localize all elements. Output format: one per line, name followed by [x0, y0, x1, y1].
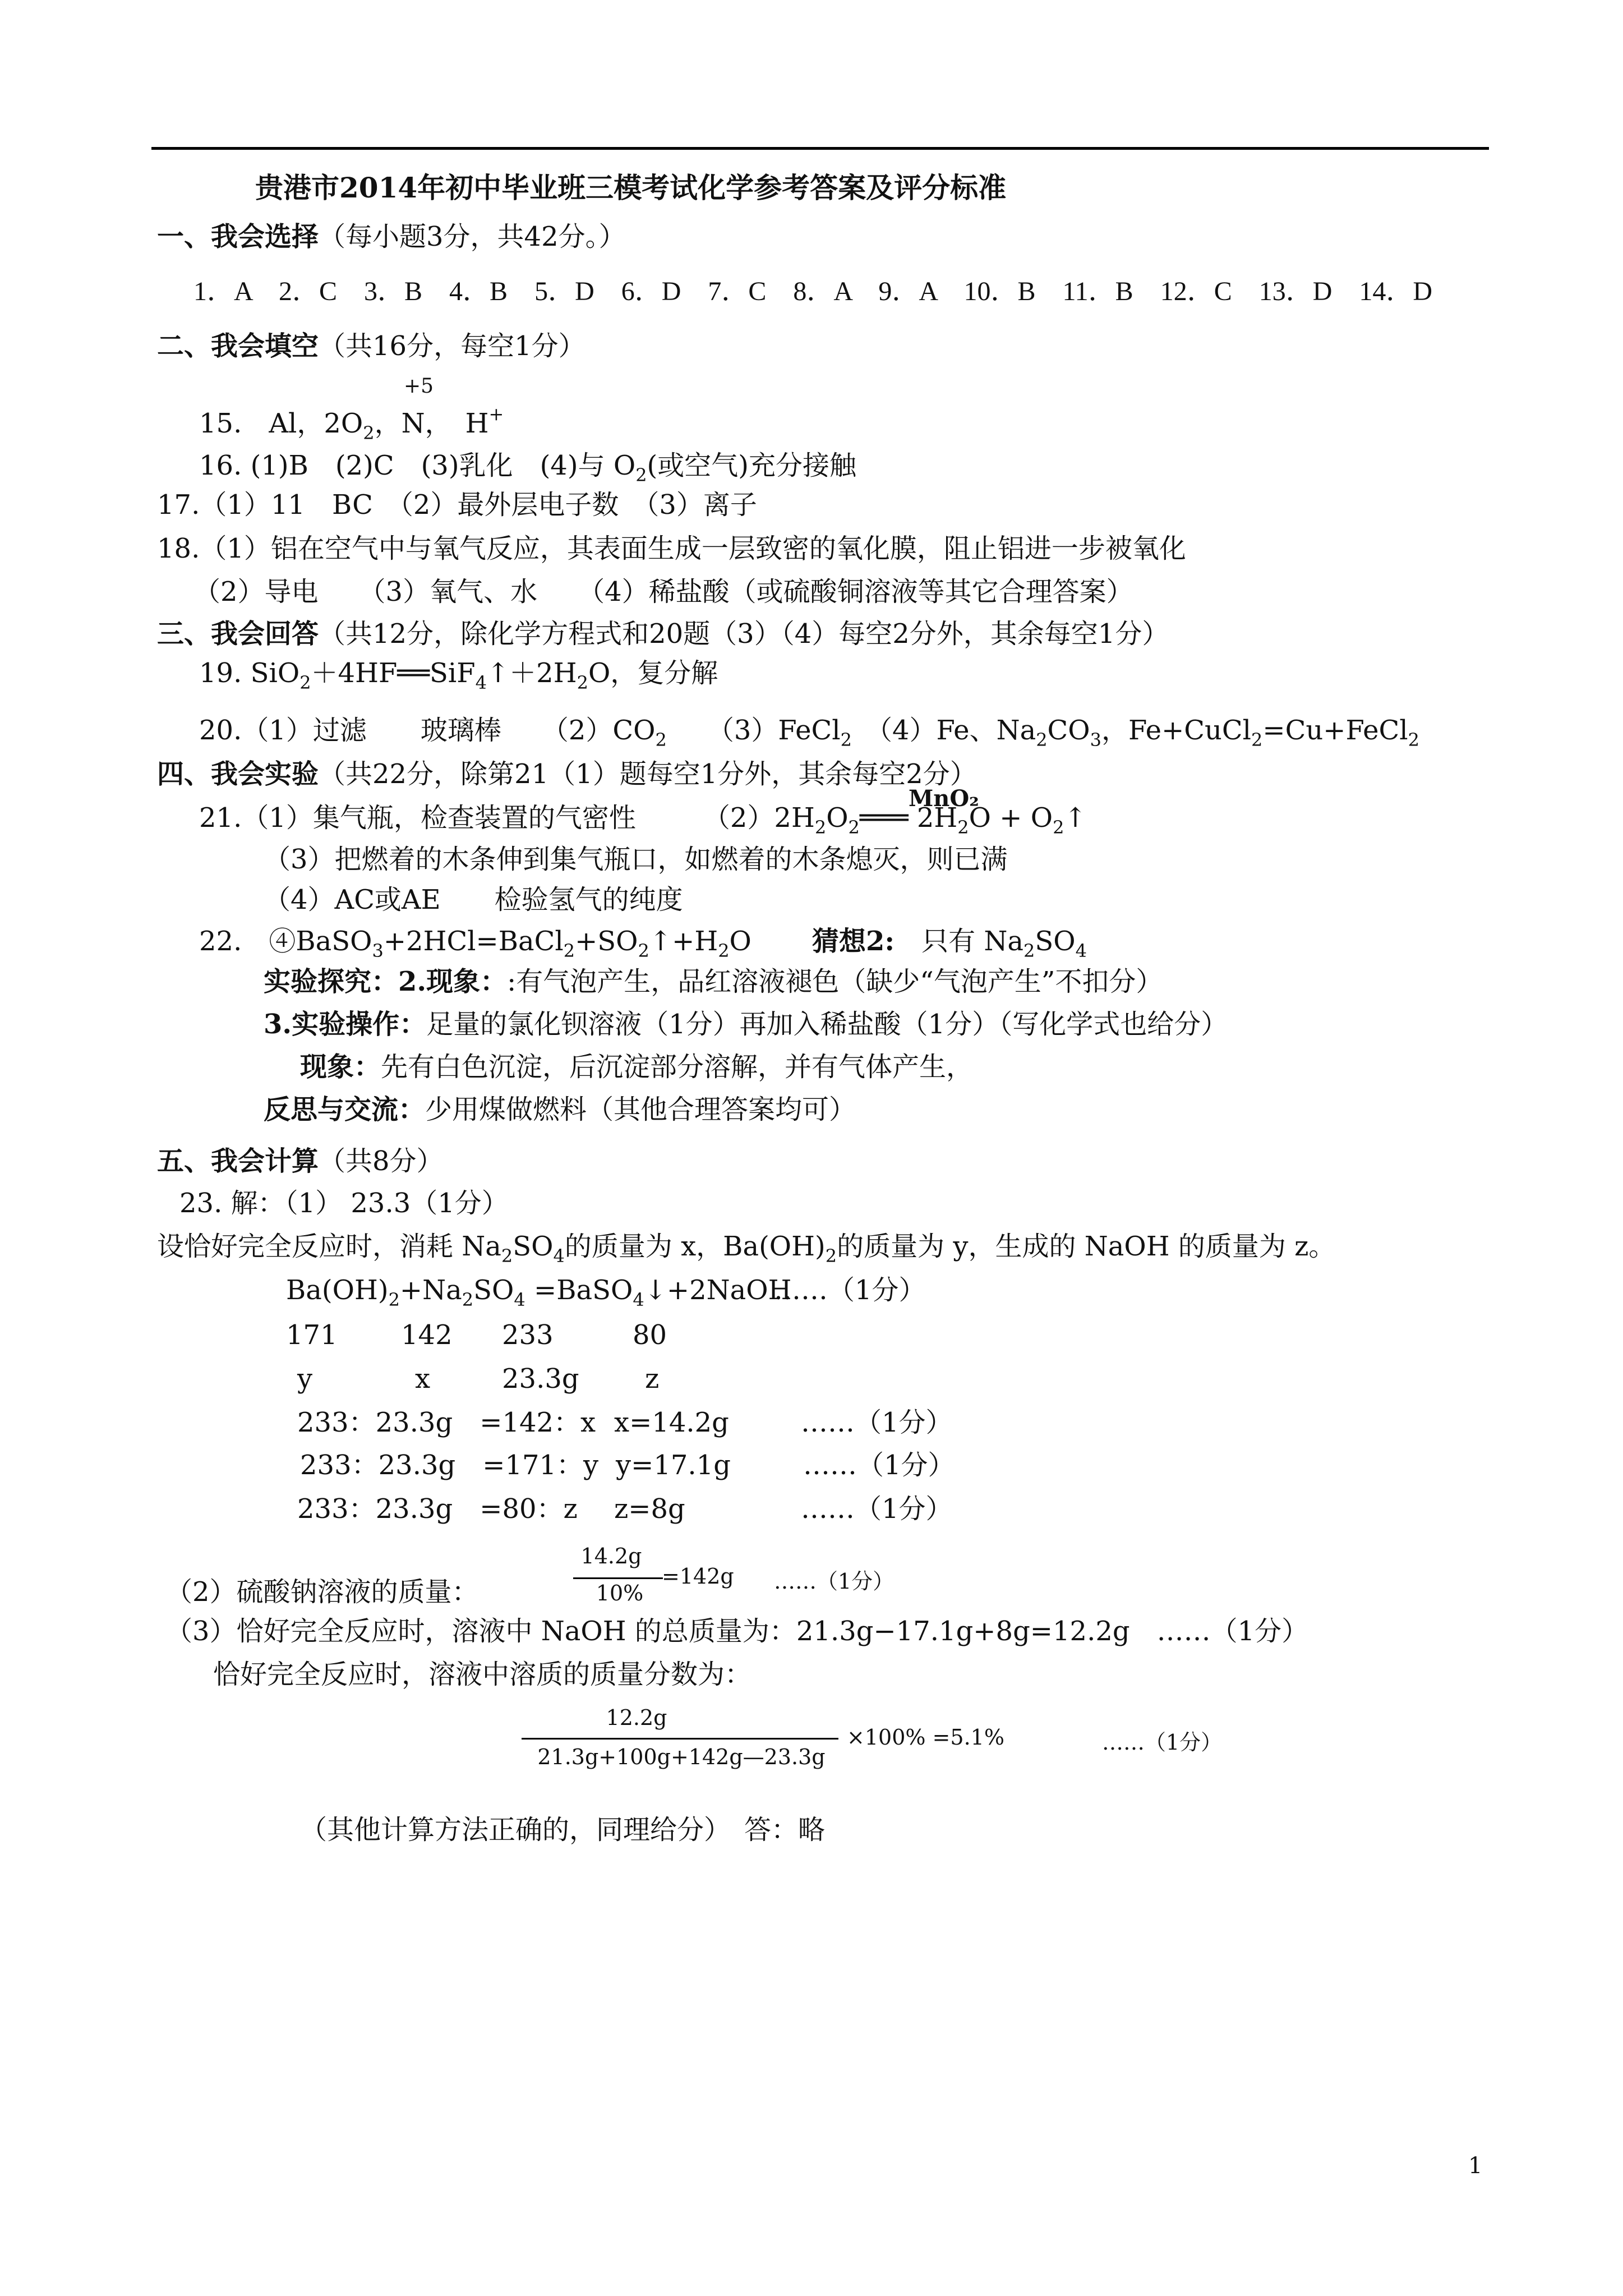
answer-15: 15. Al，$2O_2$，N， H+: [199, 403, 504, 444]
section-3-heading: 三、我会回答（共12分，除化学方程式和20题（3）（4）每空2分外，其余每空1分）: [157, 618, 1169, 650]
answer-17: 17.（1）11 BC （2）最外层电子数 （3）离子: [157, 489, 757, 521]
calculation-setup: 设恰好完全反应时，消耗 $Na_2SO_4$的质量为 x，$Ba(OH)_2$的质量为 y，生成的 NaOH 的质量为 z。: [157, 1231, 1336, 1267]
fraction-numerator: 14.2g: [580, 1544, 642, 1568]
part-2-result: =142g: [662, 1564, 734, 1589]
experiment-phenomenon: 现象：先有白色沉淀，后沉淀部分溶解，并有气体产生，: [300, 1051, 974, 1083]
variable: 23.3g: [502, 1363, 579, 1395]
ratio-3: 233：23.3g =80：z: [297, 1493, 578, 1525]
answer-23: 23. 解：（1） 23.3（1分）: [179, 1188, 509, 1219]
closing-note: （其他计算方法正确的，同理给分） 答：略: [300, 1814, 826, 1846]
score-3: ……（1分）: [801, 1493, 953, 1525]
answer-16: 16. (1)B (2)C (3)乳化 (4)与 $O_2$(或空气)充分接触: [199, 450, 857, 486]
part-2-score: ……（1分）: [774, 1569, 895, 1594]
result-x: x=14.2g: [614, 1407, 729, 1438]
molar-mass: 171: [286, 1319, 338, 1351]
ratio-2: 233：23.3g =171：y: [300, 1450, 599, 1481]
fraction-numerator: 12.2g: [606, 1705, 667, 1730]
reflection: 反思与交流：少用煤做燃料（其他合理答案均可）: [264, 1094, 856, 1125]
section-4-heading: 四、我会实验（共22分，除第21（1）题每空1分外，其余每空2分）: [157, 758, 977, 790]
multiple-choice-answers: 1．A 2．C 3．B 4．B 5．D 6．D 7．C 8．A 9．A 10．B 11．B 12．C 13．D 14．D: [193, 277, 1433, 306]
variable: z: [645, 1363, 660, 1395]
answer-18-line1: 18.（1）铝在空气中与氧气反应，其表面生成一层致密的氧化膜，阻止铝进一步被氧化: [157, 533, 1186, 564]
part-3-line2: 恰好完全反应时，溶液中溶质的质量分数为：: [213, 1659, 752, 1690]
experiment-operation: 3.实验操作：足量的氯化钡溶液（1分）再加入稀盐酸（1分）（写化学式也给分）: [264, 1009, 1228, 1040]
experiment-observation: 实验探究：2.现象：:有气泡产生，品红溶液褪色（缺少“气泡产生”不扣分）: [264, 966, 1163, 997]
fraction-bar: [522, 1738, 838, 1740]
part-3-result: ×100% =5.1%: [847, 1725, 1004, 1750]
hypothesis-2: 猜想2: 只有 $Na_2SO_4$: [812, 926, 1087, 961]
answer-19: 19. $SiO_2+4HF══SiF_4↑+2H_2O$，复分解: [199, 657, 718, 693]
molar-mass: 142: [401, 1319, 453, 1351]
catalyst-label: MnO₂: [909, 785, 979, 812]
answer-20: 20.（1）过滤 玻璃棒 $(2)CO_2$ （3）FeCl$_2$ （4）Fe、$Na_2CO_3$，Fe+CuCl$_2$=Cu+FeCl$_2$: [199, 715, 1419, 751]
oxidation-state-label: +5: [404, 375, 434, 398]
answer-21-line2: （3）把燃着的木条伸到集气瓶口，如燃着的木条熄灭，则已满: [264, 844, 1008, 875]
section-5-heading: 五、我会计算（共8分）: [157, 1145, 444, 1177]
part-2-label: （2）硫酸钠溶液的质量：: [165, 1576, 479, 1608]
molar-mass: 233: [502, 1319, 554, 1351]
score-2: ……（1分）: [803, 1450, 955, 1481]
answer-21-line3: （4）AC或AE 检验氢气的纯度: [264, 884, 683, 915]
fraction-denominator: 21.3g+100g+142g—23.3g: [537, 1745, 826, 1769]
header-rule: [151, 147, 1489, 150]
section-1-heading: 一、我会选择（每小题3分，共42分。）: [157, 221, 626, 252]
part-3-line1: （3）恰好完全反应时，溶液中 NaOH 的总质量为：21.3g−17.1g+8g=12.2g ……（1分）: [165, 1616, 1309, 1647]
answer-18-line2: （2）导电 （3）氧气、水 （4）稀盐酸（或硫酸铜溶液等其它合理答案）: [193, 576, 1133, 608]
score-1: ……（1分）: [801, 1407, 953, 1438]
section-2-heading: 二、我会填空（共16分，每空1分）: [157, 330, 585, 362]
ratio-1: 233：23.3g =142：x: [297, 1407, 596, 1438]
reaction-equation: $Ba(OH)_2+Na_2SO_4$ =BaSO$_4$↓+2NaOH: [286, 1274, 792, 1310]
result-z: z=8g: [614, 1493, 685, 1525]
answer-22-equation: 22. $④BaSO_3+2HCl=BaCl_2+SO_2↑+H_2O$: [199, 926, 751, 961]
answer-21-line1: 21.（1）集气瓶，检查装置的气密性 $(2)2H_2O_2═══$ $2H_2O$ + $O_2↑$: [199, 802, 1087, 838]
molar-mass: 80: [633, 1319, 667, 1351]
fraction-denominator: 10%: [596, 1581, 644, 1605]
fraction-bar: [573, 1577, 663, 1579]
variable: x: [415, 1363, 431, 1395]
result-y: y=17.1g: [616, 1450, 731, 1481]
score-equation: ……（1分）: [774, 1274, 926, 1306]
document-title: 贵港市2014年初中毕业班三模考试化学参考答案及评分标准: [255, 171, 1007, 204]
part-3-score: ……（1分）: [1102, 1730, 1223, 1755]
variable: y: [297, 1363, 313, 1395]
page-number: 1: [1468, 2153, 1483, 2179]
